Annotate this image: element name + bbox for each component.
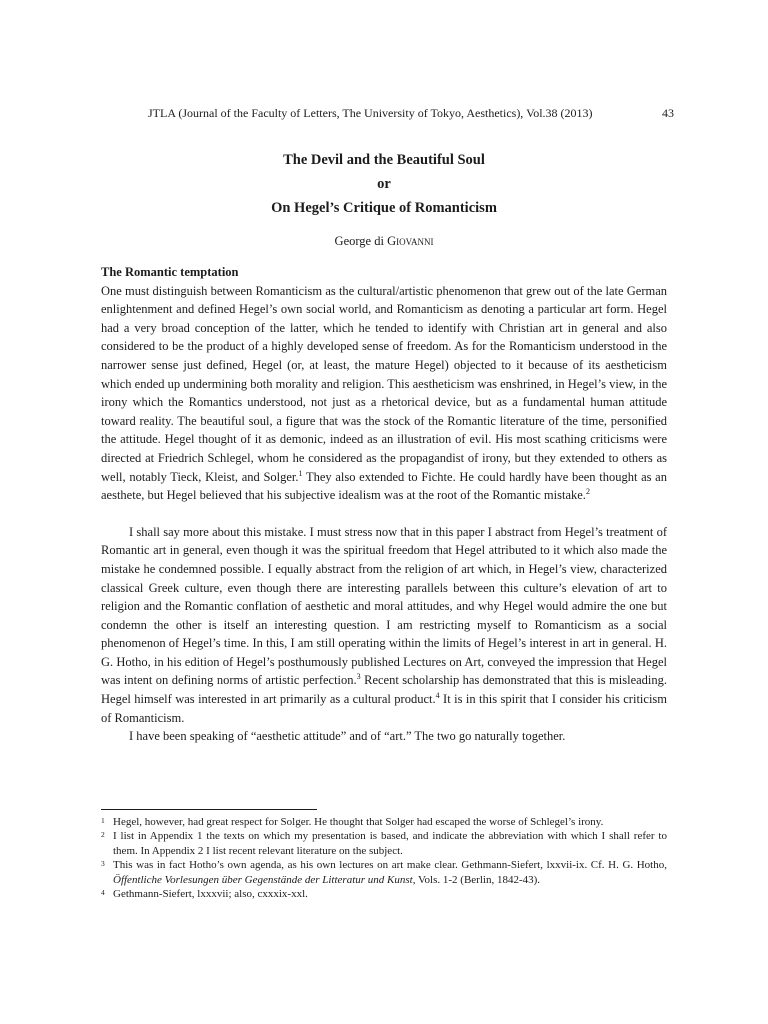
paragraph-1-text-a: One must distinguish between Romanticism as the cultural/artistic phenomenon that grew out of the late German enlightenment and defined Hegel’s own social world, and Romanticism as denoting a particular art form. Hegel had a very broad conception of the latter, which he tended to identify with Christian art in general and also considered to be the product of a highly developed sense of freedom. As for the Romanticism understood in the narrower sense just defined, Hegel (or, at least, the mature Hegel) objected to it because of its aestheticism which ended up undermining both morality and religion. This aestheticism was enshrined, in Hegel’s view, in the irony which the Romantics understood, not just as a rhetorical device, but as a fundamental human attitude toward reality. The beautiful soul, a figure that was the stock of the Romantic literature of the time, personified the attitude. Hegel thought of it as demonic, indeed as an illustration of evil. His most scathing criticisms were directed at Friedrich Schlegel, whom he considered as the propagandist of irony, but they extended to others as well, notably Tieck, Kleist, and Solger.: [101, 283, 667, 484]
footnote-separator: [101, 809, 317, 810]
footnotes: [101, 815, 667, 901]
footnote-ref-2[interactable]: 2: [585, 486, 590, 496]
footnote-1: [101, 815, 667, 829]
paragraph-2: [101, 523, 667, 728]
footnote-ref-3[interactable]: 3: [356, 672, 361, 682]
section-heading: The Romantic temptation: [101, 265, 239, 279]
author-name: [0, 232, 768, 250]
paragraph-1: [101, 282, 667, 505]
page-number: 43: [662, 106, 674, 120]
author-first-name: George di: [334, 234, 388, 248]
body-text: [101, 263, 667, 746]
footnote-number: 2: [101, 830, 105, 840]
footnote-book-title: Öffentliche Vorlesungen über Gegenstände der Litteratur und Kunst: [113, 873, 413, 886]
footnote-number: 1: [101, 816, 105, 825]
footnote-3: [101, 858, 667, 887]
title-line-1: The Devil and the Beautiful Soul: [283, 152, 485, 168]
footnote-text: I list in Appendix 1 the texts on which my presentation is based, and indicate the abbreviation with which I shall refer to them. In Appendix 2 I list recent relevant literature on the subject.: [113, 830, 667, 857]
footnote-ref-4[interactable]: 4: [435, 690, 440, 700]
footnote-number: 4: [101, 888, 105, 898]
footnote-ref-1[interactable]: 1: [298, 468, 303, 478]
paragraph-3: I have been speaking of “aesthetic attitude” and of “art.” The two go naturally together.: [129, 729, 566, 744]
paragraph-2-text-c: It is in this spirit that I consider his criticism of Romanticism.: [101, 692, 667, 725]
title-line-3: On Hegel’s Critique of Romanticism: [271, 200, 497, 216]
title-line-2: or: [377, 176, 391, 192]
journal-citation: JTLA (Journal of the Faculty of Letters, The University of Tokyo, Aesthetics), Vol.38 (2013): [148, 106, 593, 120]
paragraph-spacer: [101, 505, 667, 523]
footnote-text: Gethmann-Siefert, lxxxvii; also, cxxxix-xxl.: [113, 888, 308, 901]
paragraph-1-text-b: They also extended to Fichte. He could hardly have been thought as an aesthete, but Hegel believed that his subjective idealism was at the root of the Romantic mistake.: [101, 469, 667, 503]
footnote-text-a: This was in fact Hotho’s own agenda, as his own lectures on art make clear. Gethmann-Siefert, lxxvii-ix. Cf. H. G. Hotho,: [113, 859, 667, 872]
footnote-4: [101, 887, 667, 901]
paragraph-2-text-a: I shall say more about this mistake. I must stress now that in this paper I abstract from Hegel’s treatment of Romantic art in general, even though it was the spiritual freedom that Hegel attributed to it which also made the mistake he condemned possible. I equally abstract from the religion of art which, in Hegel’s view, characterized classical Greek culture, even though there are interesting parallels between this culture’s elevation of art to religion and the Romantic conflation of aesthetic and moral attitudes, and why Hegel would admire the one but condemn the other is itself an interesting question. I am restricting myself to Romanticism as a social phenomenon of Hegel’s time. In this, I am still operating within the limits of Hegel’s interest in art in general. H. G. Hotho, in his edition of Hegel’s posthumously published Lectures on Art, conveyed the impression that Hegel was intent on defining norms of artistic perfection.: [101, 524, 667, 688]
footnote-2: [101, 829, 667, 858]
paragraph-2-text-b: Recent scholarship has demonstrated that this is misleading. Hegel himself was interested in art primarily as a cultural product.: [101, 673, 668, 707]
footnote-text-b: , Vols. 1-2 (Berlin, 1842-43).: [412, 873, 541, 886]
footnote-text: Hegel, however, had great respect for Solger. He thought that Solger had escaped the worse of Schlegel’s irony.: [113, 816, 604, 828]
article-title: [0, 148, 768, 220]
author-surname: Giovanni: [387, 234, 434, 248]
footnote-number: 3: [101, 859, 105, 869]
